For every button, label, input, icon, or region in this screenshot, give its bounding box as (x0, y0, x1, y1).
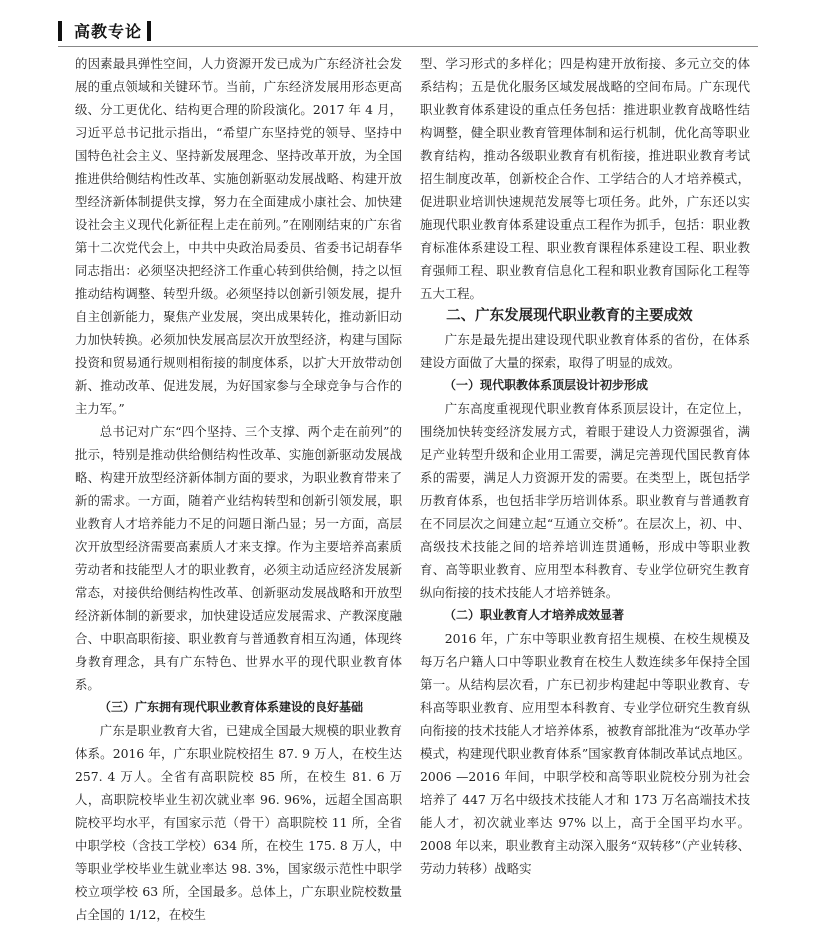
header-right-bar (147, 21, 151, 41)
section-heading: 二、广东发展现代职业教育的主要成效 (446, 308, 693, 324)
paragraph: 型、学习形式的多样化；四是构建开放衔接、多元立交的体系结构；五是优化服务区域发展战略的空间布局。广东现代职业教育体系建设的重点任务包括：推进职业教育战略性结构调整，健全职业教育管理体制和运行机制，优化高等职业教育结构，推动各级职业教育有机衔接，推进职业教育考试招生制度改革，创新校企合作、工学结合的人才培养模式，促进职业培训快速规范发展等七项任务。此外，广东还以实施现代职业教育体系建设重点工程作为抓手，包括：职业教育标准体系建设工程、职业教育课程体系建设工程、职业教育强师工程、职业教育信息化工程和职业教育国际化工程等五大工程。 (420, 56, 750, 301)
subsection-heading: （二）职业教育人才培养成效显著 (444, 608, 625, 622)
subsection-heading: （一）现代职教体系顶层设计初步形成 (444, 378, 649, 392)
paragraph: 广东是最先提出建设现代职业教育体系的省份，在体系建设方面做了大量的探索，取得了明显的成效。 (420, 332, 750, 370)
paragraph: 的因素最具弹性空间，人力资源开发已成为广东经济社会发展的重点领域和关键环节。当前，广东经济发展用形态更高级、分工更优化、结构更合理的阶段演化。2017 年 4 月，习近平总书记批示指出，“希望广东坚持党的领导、坚持中国特色社会主义、坚持新发展理念、坚持改革开放，为全国推进供给侧结构性改革、实施创新驱动发展战略、构建开放型经济新体制提供支撑，努力在全面建成小康社会、加快建设社会主义现代化新征程上走在前列。”在刚刚结束的广东省第十二次党代会上，中共中央政治局委员、省委书记胡春华同志指出：必须坚决把经济工作重心转到供给侧，持之以恒推动结构调整、转型升级。必须坚持以创新引领发展，提升自主创新能力，聚焦产业发展，突出成果转化，推动新旧动力加快转换。必须加快发展高层次开放型经济，构建与国际投资和贸易通行规则相衔接的制度体系，以扩大开放带动创新、推动改革、促进发展，为好国家参与全球竞争与合作的主力军。” (75, 56, 402, 416)
paragraph: 总书记对广东“四个坚持、三个支撑、两个走在前列”的批示，特别是推动供给侧结构性改革、实施创新驱动发展战略、构建开放型经济新体制方面的要求，为职业教育带来了新的需求。一方面，随着产业结构转型和创新引领发展，职业教育人才培养能力不足的问题日渐凸显；另一方面，高层次开放型经济需要高素质人才来支撑。作为主要培养高素质劳动者和技能型人才的职业教育，必须主动适应经济发展新常态，对接供给侧结构性改革、创新驱动发展战略和开放型经济新体制的新要求，加快建设适应发展需求、产教深度融合、中职高职衔接、职业教育与普通教育相互沟通，体现终身教育理念，具有广东特色、世界水平的现代职业教育体系。 (75, 424, 402, 692)
paragraph: 2016 年，广东中等职业教育招生规模、在校生规模及每万名户籍人口中等职业教育在校生人数连续多年保持全国第一。从结构层次看，广东已初步构建起中等职业教育、专科高等职业教育、应用型本科教育、专业学位研究生教育纵向衔接的技术技能人才培养体系，被教育部批准为“改革办学模式，构建现代职业教育体系”国家教育体制改革试点地区。2006 —2016 年间，中职学校和高等职业院校分别为社会培养了 447 万名中级技术技能人才和 173 万名高端技术技能人才，初次就业率达 97% 以上，高于全国平均水平。2008 年以来，职业教育主动深入服务“双转移”（产业转移、劳动力转移）战略实 (420, 631, 750, 876)
section-title: 高教专论 (74, 22, 143, 41)
header-divider (58, 46, 758, 47)
right-column (420, 52, 750, 880)
paragraph: 广东是职业教育大省，已建成全国最大规模的职业教育体系。2016 年，广东职业院校招生 87. 9 万人，在校生达 257. 4 万人。全省有高职院校 85 所，在校生 81. 6 万人，高职院校毕业生初次就业率 96. 96%，远超全国高职院校平均水平，有国家示范（骨干）高职院校 11 所，全省中职学校（含技工学校）634 所，在校生 175. 8 万人，中等职业学校毕业生就业率达 98. 3%，国家级示范性中职学校立项学校 63 所，全国最多。总体上，广东职业院校数量占全国的 1/12，在校生 (75, 723, 402, 922)
subsection-heading: （三）广东拥有现代职业教育体系建设的良好基础 (99, 700, 364, 714)
paragraph: 广东高度重视现代职业教育体系顶层设计，在定位上，围绕加快转变经济发展方式，着眼于建设人力资源强省，满足产业转型升级和企业用工需要，满足完善现代国民教育体系的需要，满足人力资源开发的需要。在类型上，既包括学历教育体系，也包括非学历培训体系。职业教育与普通教育在不同层次之间建立起“互通立交桥”。在层次上，初、中、高级技术技能之间的培养培训连贯通畅，形成中等职业教育、高等职业教育、应用型本科教育、专业学位研究生教育纵向衔接的技术技能人才培养链条。 (420, 401, 750, 600)
header-left-bar (58, 21, 62, 41)
left-column (75, 52, 402, 926)
